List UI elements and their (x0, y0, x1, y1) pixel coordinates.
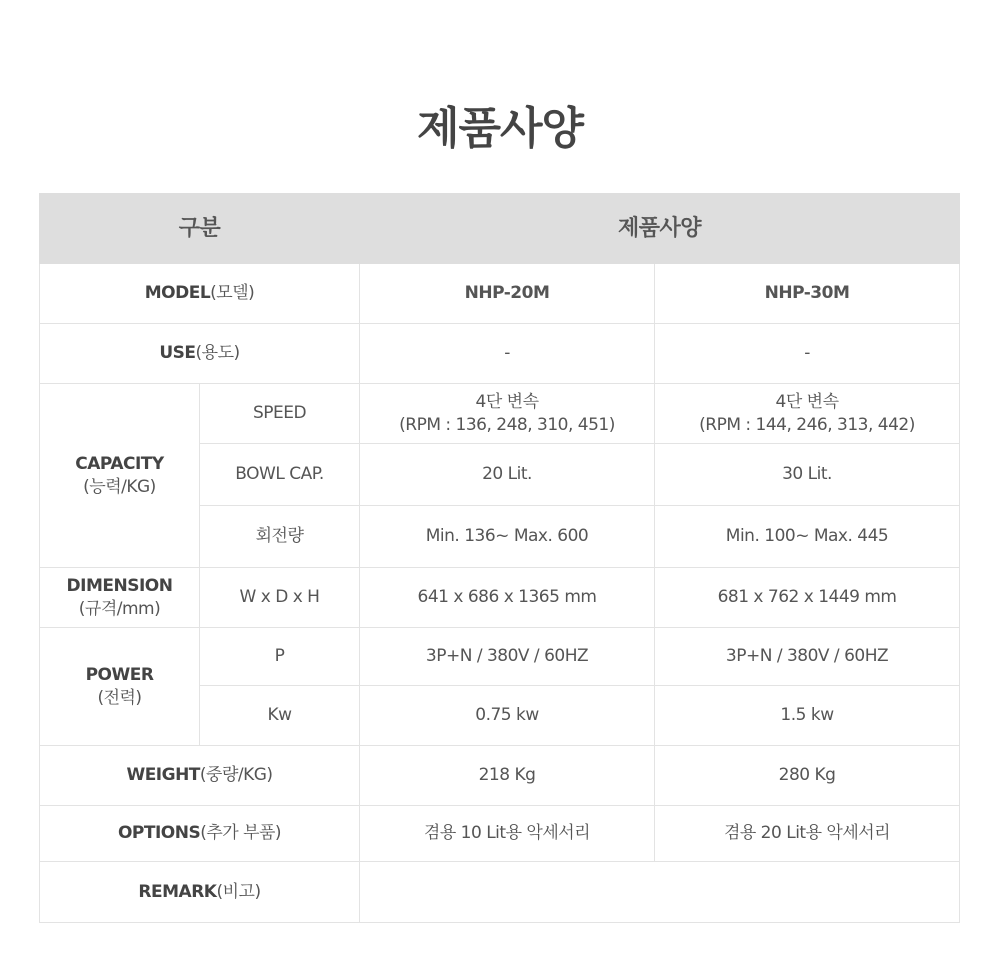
options-value-1: 겸용 10 Lit용 악세서리 (360, 806, 655, 862)
row-label-capacity (40, 384, 200, 568)
bowl-value-2: 30 Lit. (655, 444, 960, 506)
options-value-2: 겸용 20 Lit용 악세서리 (655, 806, 960, 862)
row-label-model (40, 264, 360, 324)
row-label-options (40, 806, 360, 862)
bowl-value-1: 20 Lit. (360, 444, 655, 506)
options-label: OPTIONS (117, 823, 201, 843)
options-label-sub: (추가 부품) (200, 823, 282, 843)
speed-value-2-line1: 4단 변속 (775, 391, 839, 412)
dimension-value-2: 681 x 762 x 1449 mm (655, 568, 960, 628)
weight-value-1: 218 Kg (360, 746, 655, 806)
row-label-remark (40, 862, 360, 923)
rotation-label: 회전량 (200, 506, 360, 568)
table-row-remark (40, 862, 960, 923)
model-value-2: NHP-30M (655, 264, 960, 324)
speed-label: SPEED (200, 384, 360, 444)
spec-table (39, 193, 960, 923)
row-label-power (40, 628, 200, 746)
table-row-weight (40, 746, 960, 806)
remark-label-sub: (비고) (216, 881, 261, 902)
weight-label-sub: (중량/KG) (199, 765, 273, 785)
power-kw-value-2: 1.5 kw (655, 686, 960, 746)
use-value-2: - (655, 324, 960, 384)
dimension-value-1: 641 x 686 x 1365 mm (360, 568, 655, 628)
capacity-label-sub: (능력/KG) (83, 476, 156, 497)
weight-label: WEIGHT (126, 765, 200, 785)
table-row-dimension (40, 568, 960, 628)
model-value-1: NHP-20M (360, 264, 655, 324)
speed-value-1-line2: (RPM : 136, 248, 310, 451) (399, 414, 615, 435)
table-row-power-p (40, 628, 960, 686)
header-category: 구분 (40, 194, 360, 264)
use-label: USE (159, 343, 196, 363)
model-label: MODEL (144, 283, 211, 303)
use-label-sub: (용도) (195, 343, 240, 363)
power-label-sub: (전력) (97, 687, 142, 708)
speed-value-1-line1: 4단 변속 (475, 391, 539, 412)
speed-value-1 (360, 384, 655, 444)
row-label-dimension (40, 568, 200, 628)
speed-value-2-line2: (RPM : 144, 246, 313, 442) (699, 414, 915, 435)
remark-label: REMARK (138, 881, 217, 902)
model-label-sub: (모델) (210, 283, 255, 303)
weight-value-2: 280 Kg (655, 746, 960, 806)
dimension-label-sub: (규격/mm) (78, 598, 161, 619)
power-label: POWER (85, 664, 154, 685)
use-value-1: - (360, 324, 655, 384)
table-row-model (40, 264, 960, 324)
header-spec: 제품사양 (360, 194, 960, 264)
dimension-label: DIMENSION (66, 575, 173, 596)
table-row-speed (40, 384, 960, 444)
speed-value-2 (655, 384, 960, 444)
table-header-row (40, 194, 960, 264)
rotation-value-2: Min. 100~ Max. 445 (655, 506, 960, 568)
rotation-value-1: Min. 136~ Max. 600 (360, 506, 655, 568)
page-title: 제품사양 (416, 103, 583, 154)
row-label-use (40, 324, 360, 384)
power-p-value-2: 3P+N / 380V / 60HZ (655, 628, 960, 686)
remark-value (360, 862, 960, 923)
bowl-label: BOWL CAP. (200, 444, 360, 506)
capacity-label: CAPACITY (75, 453, 164, 474)
power-p-value-1: 3P+N / 380V / 60HZ (360, 628, 655, 686)
row-label-weight (40, 746, 360, 806)
table-row-options (40, 806, 960, 862)
power-kw-label: Kw (200, 686, 360, 746)
power-p-label: P (200, 628, 360, 686)
power-kw-value-1: 0.75 kw (360, 686, 655, 746)
dimension-sub-label: W x D x H (200, 568, 360, 628)
table-row-use (40, 324, 960, 384)
